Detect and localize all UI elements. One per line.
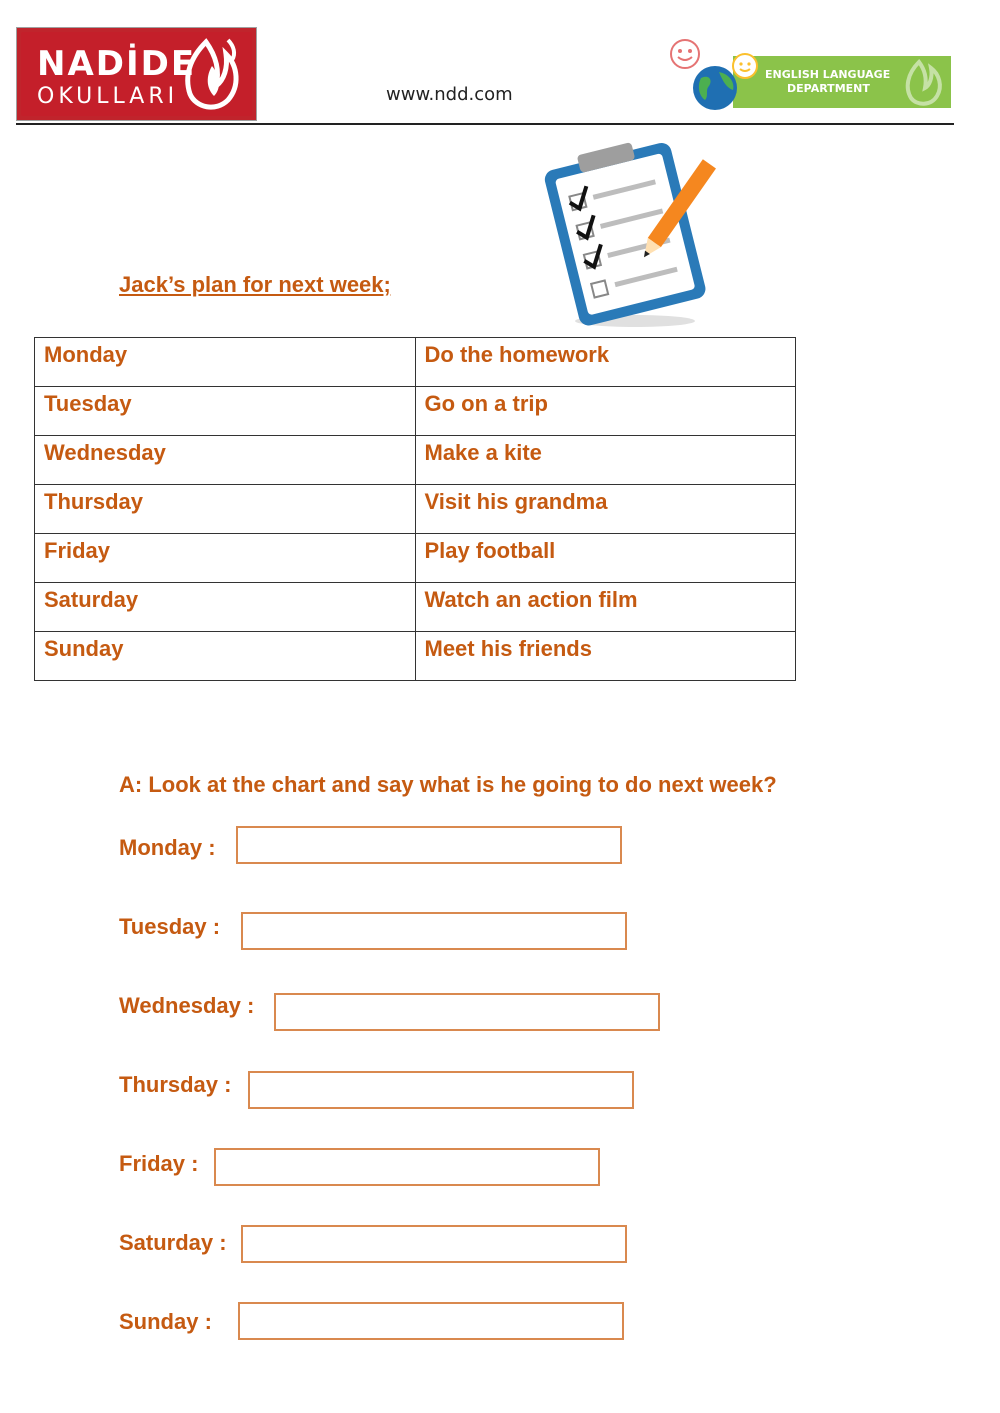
activity-cell: Make a kite (415, 436, 796, 485)
nadide-logo (16, 27, 257, 121)
answer-label-monday: Monday : (119, 835, 216, 860)
department-line-1: ENGLISH LANGUAGE (765, 68, 891, 81)
table-row (35, 583, 796, 632)
english-department-logo (665, 38, 955, 112)
brand-subtitle: OKULLARI (37, 84, 179, 109)
activity-cell: Visit his grandma (415, 485, 796, 534)
answer-input-thursday[interactable] (248, 1071, 634, 1109)
smiley-icon (665, 38, 705, 72)
flame-icon-small (897, 58, 951, 108)
header-divider (16, 123, 954, 125)
activity-cell: Watch an action film (415, 583, 796, 632)
day-cell: Monday (35, 338, 416, 387)
smiley-icon-2 (729, 52, 761, 82)
answer-input-friday[interactable] (214, 1148, 600, 1186)
clipboard-checklist-icon (535, 133, 725, 333)
day-cell: Tuesday (35, 387, 416, 436)
activity-cell: Go on a trip (415, 387, 796, 436)
department-line-2: DEPARTMENT (787, 82, 870, 95)
activity-cell: Play football (415, 534, 796, 583)
answer-label-tuesday: Tuesday : (119, 914, 221, 939)
plan-table (34, 337, 796, 681)
answer-input-wednesday[interactable] (274, 993, 660, 1031)
activity-cell: Meet his friends (415, 632, 796, 681)
answer-input-saturday[interactable] (241, 1225, 627, 1263)
table-row (35, 387, 796, 436)
day-cell: Thursday (35, 485, 416, 534)
table-row (35, 436, 796, 485)
day-cell: Friday (35, 534, 416, 583)
activity-cell: Do the homework (415, 338, 796, 387)
exercise-question: A: Look at the chart and say what is he going to do next week? (119, 772, 777, 797)
answer-input-tuesday[interactable] (241, 912, 627, 950)
day-cell: Wednesday (35, 436, 416, 485)
answer-label-thursday: Thursday : (119, 1072, 232, 1097)
answer-input-sunday[interactable] (238, 1302, 624, 1340)
plan-title: Jack’s plan for next week; (119, 272, 391, 297)
table-row (35, 534, 796, 583)
table-row (35, 632, 796, 681)
brand-name: NADİDE (37, 44, 197, 84)
answer-label-wednesday: Wednesday : (119, 993, 255, 1018)
answer-label-saturday: Saturday : (119, 1230, 227, 1255)
table-row (35, 338, 796, 387)
flame-icon (176, 36, 246, 114)
website-url: www.ndd.com (386, 84, 513, 105)
answer-input-monday[interactable] (236, 826, 622, 864)
answer-label-friday: Friday : (119, 1151, 199, 1176)
answer-label-sunday: Sunday : (119, 1309, 212, 1334)
table-row (35, 485, 796, 534)
day-cell: Sunday (35, 632, 416, 681)
day-cell: Saturday (35, 583, 416, 632)
